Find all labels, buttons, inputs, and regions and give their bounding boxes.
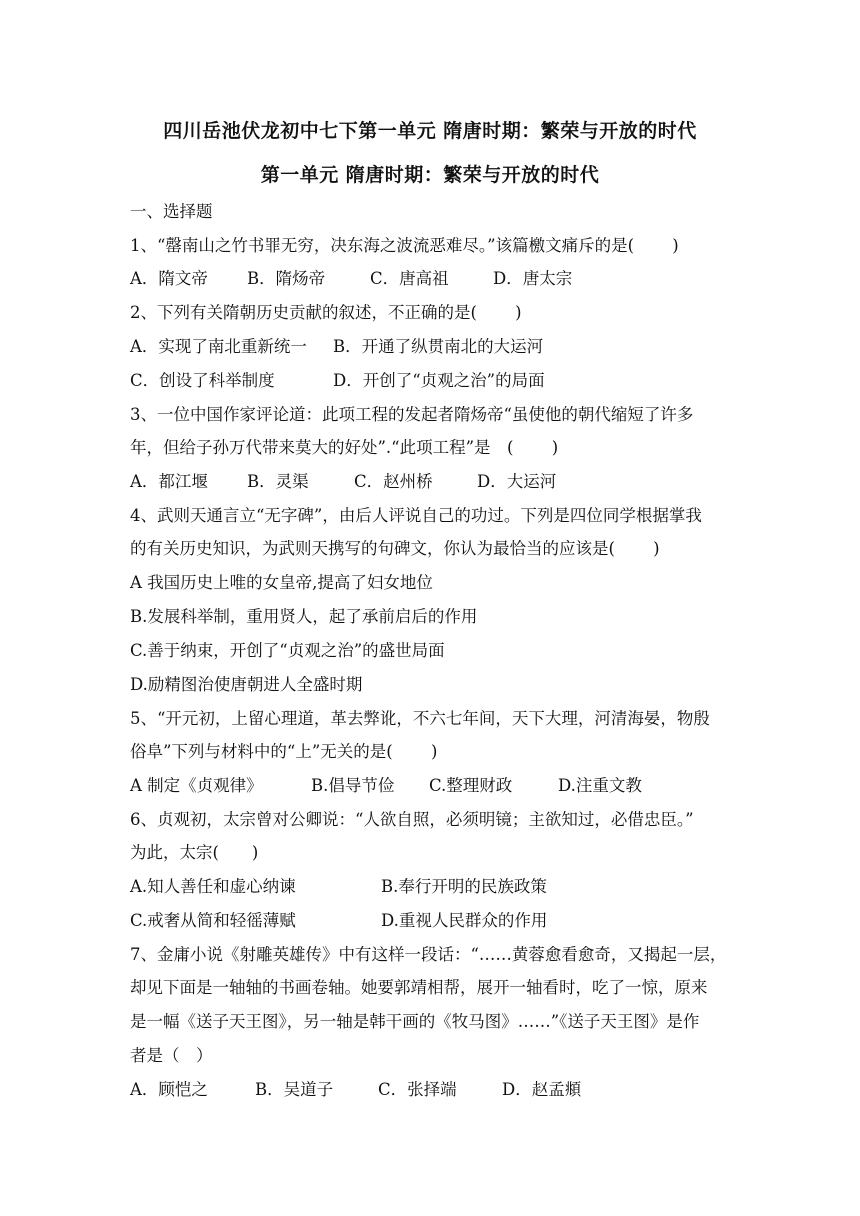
option-c: C．张择端: [378, 1080, 457, 1099]
option-b: B．灵渠: [247, 472, 309, 491]
option-d: D.注重文教: [558, 776, 642, 795]
option-d: D．开创了“贞观之治”的局面: [333, 371, 545, 390]
question-1-stem: 1、“罄南山之竹书罪无穷，决东海之波流恶难尽。”该篇檄文痛斥的是( ): [130, 236, 679, 255]
question-6-stem-line2: 为此，太宗( ): [130, 843, 259, 862]
question-6-stem-line1: 6、贞观初，太宗曾对公卿说：“人欲自照，必须明镜；主欲知过，必借忠臣。”: [130, 810, 694, 829]
option-d: D．大运河: [477, 472, 557, 491]
question-7-stem-line2: 却见下面是一轴轴的书画卷轴。她要郭靖相帮，展开一轴看时，吃了一惊，原来: [130, 978, 708, 997]
question-4-option-c: C.善于纳束，开创了“贞观之治”的盛世局面: [130, 641, 445, 660]
question-7-stem-line1: 7、金庸小说《射雕英雄传》中有这样一段话：“……黄蓉愈看愈奇，又揭起一层，: [130, 945, 727, 964]
option-a: A 制定《贞观律》: [130, 776, 263, 795]
option-d: D.重视人民群众的作用: [381, 911, 548, 930]
question-4-option-b: B.发展科举制，重用贤人，起了承前启后的作用: [130, 607, 478, 626]
option-c: C.整理财政: [429, 776, 513, 795]
option-c: C．唐高祖: [370, 269, 449, 288]
question-3-stem-line1: 3、一位中国作家评论道：此项工程的发起者隋炀帝“虽使他的朝代缩短了许多: [130, 405, 694, 424]
option-d: D．唐太宗: [493, 269, 573, 288]
option-a: A．顾恺之: [130, 1080, 208, 1099]
option-c: C.戒奢从简和轻徭薄赋: [130, 911, 296, 930]
option-c: C．赵州桥: [354, 472, 433, 491]
option-a: A.知人善任和虚心纳谏: [130, 877, 296, 896]
section-heading: 一、选择题: [130, 202, 213, 221]
unit-title: 第一单元 隋唐时期：繁荣与开放的时代: [260, 164, 600, 186]
question-4-stem-line2: 的有关历史知识，为武则天携写的句碑文，你认为最恰当的应该是( ): [130, 539, 660, 558]
option-b: B.倡导节俭: [311, 776, 395, 795]
question-5-stem-line2: 俗阜”下列与材料中的“上”无关的是( ): [130, 742, 438, 761]
option-d: D．赵孟頫: [502, 1080, 582, 1099]
option-b: B.奉行开明的民族政策: [381, 877, 547, 896]
question-5-stem-line1: 5、“开元初，上留心理道，革去弊讹，不六七年间，天下大理，河清海晏，物殷: [130, 709, 710, 728]
option-a: A．都江堰: [130, 472, 208, 491]
option-a: A．隋文帝: [130, 269, 208, 288]
option-c: C．创设了科举制度: [130, 371, 275, 390]
option-b: B．吴道子: [255, 1080, 334, 1099]
question-2-stem: 2、下列有关隋朝历史贡献的叙述，不正确的是( ): [130, 303, 522, 322]
question-4-stem-line1: 4、武则天通言立“无字碑”，由后人评说自己的功过。下列是四位同学根据掌我: [130, 506, 702, 525]
option-b: B．隋炀帝: [247, 269, 326, 288]
question-3-stem-line2: 年，但给子孙万代带来莫大的好处”.“此项工程”是 ( ): [130, 438, 559, 457]
document-title: 四川岳池伏龙初中七下第一单元 隋唐时期：繁荣与开放的时代: [163, 120, 697, 142]
option-a: A．实现了南北重新统一: [130, 337, 307, 356]
question-7-stem-line4: 者是（ ）: [130, 1046, 213, 1065]
option-b: B．开通了纵贯南北的大运河: [333, 337, 544, 356]
question-4-option-d: D.励精图治使唐朝进人全盛时期: [130, 675, 363, 694]
question-4-option-a: A 我国历史上唯的女皇帝,提高了妇女地位: [130, 573, 433, 592]
question-7-stem-line3: 是一幅《送子天王图》，另一轴是韩干画的《牧马图》……”《送子天王图》是作: [130, 1012, 700, 1031]
